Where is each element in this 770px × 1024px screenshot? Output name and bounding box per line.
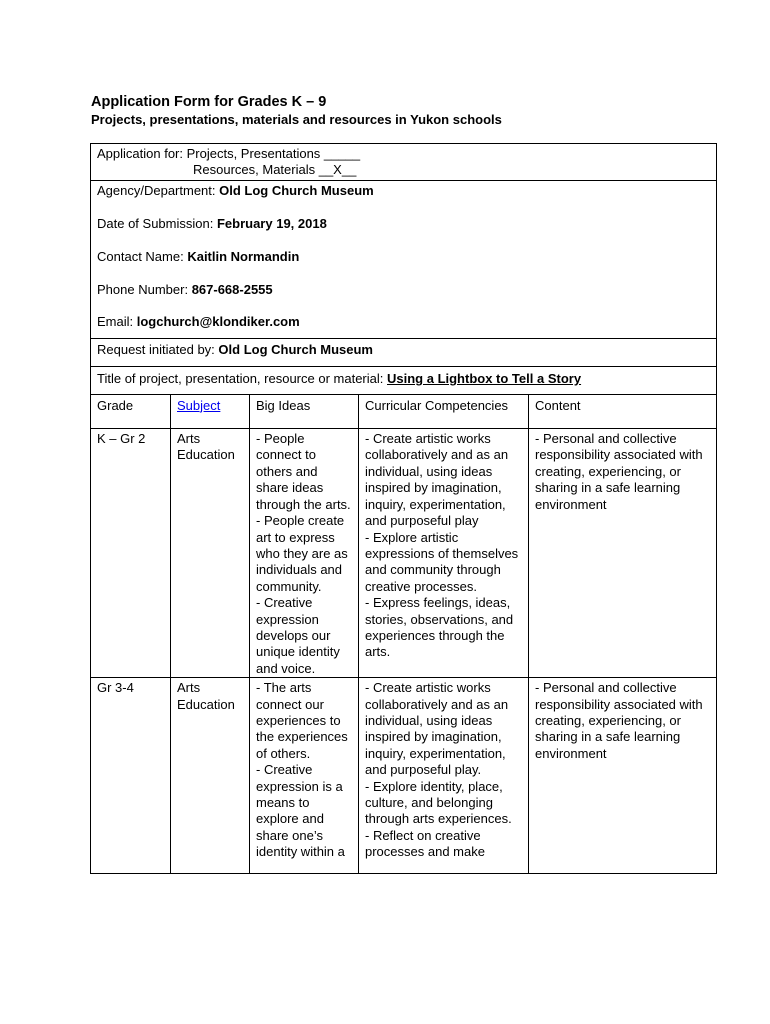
header-grade: Grade	[91, 394, 171, 428]
big-ideas-cell: - The arts connect our experiences to the experiences of others. - Creative expression is a means to explore and share one’s identity within a	[250, 678, 359, 874]
phone-line	[97, 282, 710, 298]
project-title-label: Title of project, presentation, resource or material:	[97, 371, 384, 387]
date-value: February 19, 2018	[216, 215, 327, 231]
content-cell: - Personal and collective responsibility associated with creating, experiencing, or sharing in a safe learning environment	[529, 678, 717, 874]
table-header-row	[91, 394, 717, 428]
big-ideas-cell: - People connect to others and share ideas through the arts. - People create art to express who they are as individuals and community. - Creative expression develops our unique identity and voice.	[250, 429, 359, 678]
contact-value: Kaitlin Normandin	[187, 248, 300, 264]
contact-label: Contact Name:	[97, 248, 184, 264]
project-title-row	[91, 367, 717, 394]
request-row	[91, 338, 717, 366]
date-label: Date of Submission:	[97, 215, 214, 231]
email-value: logchurch@klondiker.com	[136, 314, 300, 330]
request-value: Old Log Church Museum	[218, 341, 373, 357]
email-line	[97, 314, 710, 330]
form-subtitle: Projects, presentations, materials and resources in Yukon schools	[91, 112, 502, 127]
application-label: Application for:	[97, 146, 183, 161]
contact-line	[97, 249, 710, 265]
competencies-cell: - Create artistic works collaboratively and as an individual, using ideas inspired by imagination, inquiry, experimentation, and purposeful play - Explore artistic expressions of themselves and community through creative processes. - Express feelings, ideas, stories, observations, and experiences through the arts.	[359, 429, 529, 678]
phone-value: 867-668-2555	[191, 281, 273, 297]
grade-cell: Gr 3-4	[91, 678, 171, 874]
header-subject-link[interactable]: Subject	[177, 397, 221, 413]
agency-value: Old Log Church Museum	[219, 182, 374, 198]
form-title: Application Form for Grades K – 9	[91, 94, 327, 110]
application-form-table	[90, 143, 717, 874]
grade-cell: K – Gr 2	[91, 429, 171, 678]
application-materials-option: Resources, Materials __X__	[193, 162, 357, 178]
header-big-ideas: Big Ideas	[250, 394, 359, 428]
project-title-value: Using a Lightbox to Tell a Story	[387, 371, 582, 387]
email-label: Email:	[97, 314, 134, 330]
agency-label: Agency/Department:	[97, 182, 216, 198]
table-row	[91, 429, 717, 678]
table-row	[91, 678, 717, 874]
competencies-cell: - Create artistic works collaboratively and as an individual, using ideas inspired by imagination, inquiry, experimentation, and purposeful play. - Explore identity, place, culture, and belonging through arts experiences. - Reflect on creative processes and make	[359, 678, 529, 874]
application-type-row	[91, 144, 717, 181]
request-label: Request initiated by:	[97, 341, 215, 357]
subject-cell: Arts Education	[171, 429, 250, 678]
header-competencies: Curricular Competencies	[359, 394, 529, 428]
phone-label: Phone Number:	[97, 281, 189, 297]
content-cell: - Personal and collective responsibility associated with creating, experiencing, or sharing in a safe learning environment	[529, 429, 717, 678]
header-content: Content	[529, 394, 717, 428]
application-line-1	[97, 146, 710, 162]
agency-line	[97, 183, 710, 199]
subject-cell: Arts Education	[171, 678, 250, 874]
application-projects-option: Projects, Presentations _____	[186, 146, 361, 161]
contact-info-row	[91, 180, 717, 338]
date-line	[97, 216, 710, 232]
